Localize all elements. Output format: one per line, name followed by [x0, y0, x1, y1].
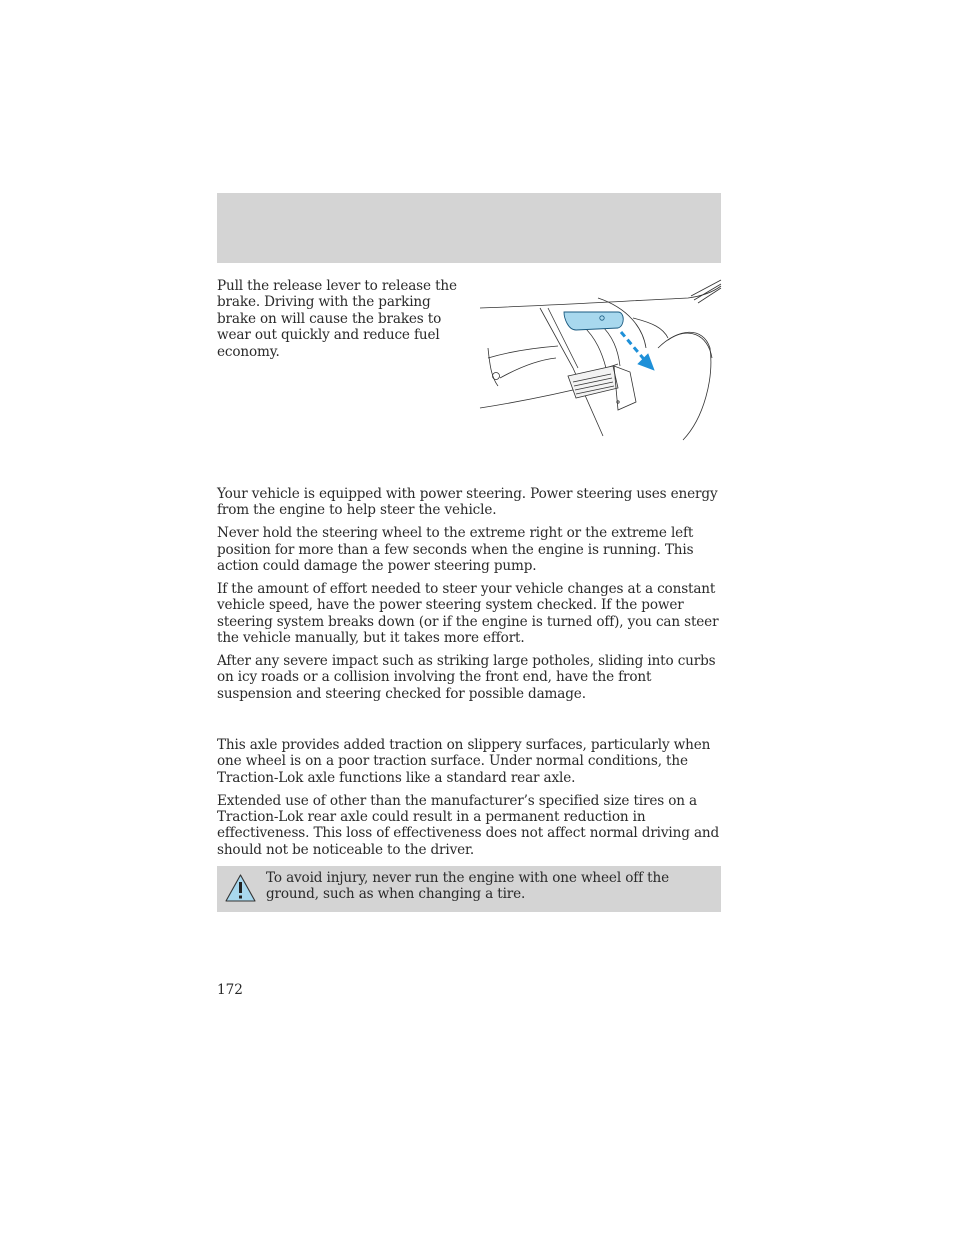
- warning-triangle-icon: [224, 873, 257, 903]
- page-number: 172: [217, 982, 243, 998]
- warning-box: [217, 866, 721, 912]
- power-steering-paragraph: Your vehicle is equipped with power steering. Power steering uses energy from the engine to help steer the vehicle.: [217, 486, 718, 519]
- power-steering-paragraph: Never hold the steering wheel to the extreme right or the extreme left position for more than a few seconds when the engine is running. This action could damage the power steering pump.: [217, 525, 694, 575]
- warning-text: To avoid injury, never run the engine with one wheel off the ground, such as when changing a tire.: [266, 870, 669, 903]
- power-steering-paragraph: After any severe impact such as striking large potholes, sliding into curbs on icy roads or a collision involving the front end, have the front suspension and steering checked for possible damage.: [217, 652, 716, 702]
- traction-lok-paragraph: This axle provides added traction on slippery surfaces, particularly when one wheel is on a poor traction surface. Under normal conditions, the Traction-Lok axle functions like a standard rear axle.: [217, 737, 711, 786]
- parking-brake-release-lever-illustration: [478, 278, 723, 444]
- power-steering-section: [217, 486, 724, 708]
- power-steering-paragraph: If the amount of effort needed to steer your vehicle changes at a constant vehicle speed, have the power steering system checked. If the power steering system breaks down (or if the engine is turned off), you can steer the vehicle manually, but it takes more effort.: [217, 580, 719, 647]
- parking-brake-release-text: Pull the release lever to release the brake. Driving with the parking brake on will cause the brakes to wear out quickly and reduce fuel economy.: [217, 278, 457, 360]
- traction-lok-section: [217, 737, 724, 865]
- section-header-band: [217, 193, 721, 263]
- traction-lok-paragraph: Extended use of other than the manufacturer’s specified size tires on a Traction-Lok rear axle could result in a permanent reduction in effectiveness. This loss of effectiveness does not affect normal driving and should not be noticeable to the driver.: [217, 792, 720, 858]
